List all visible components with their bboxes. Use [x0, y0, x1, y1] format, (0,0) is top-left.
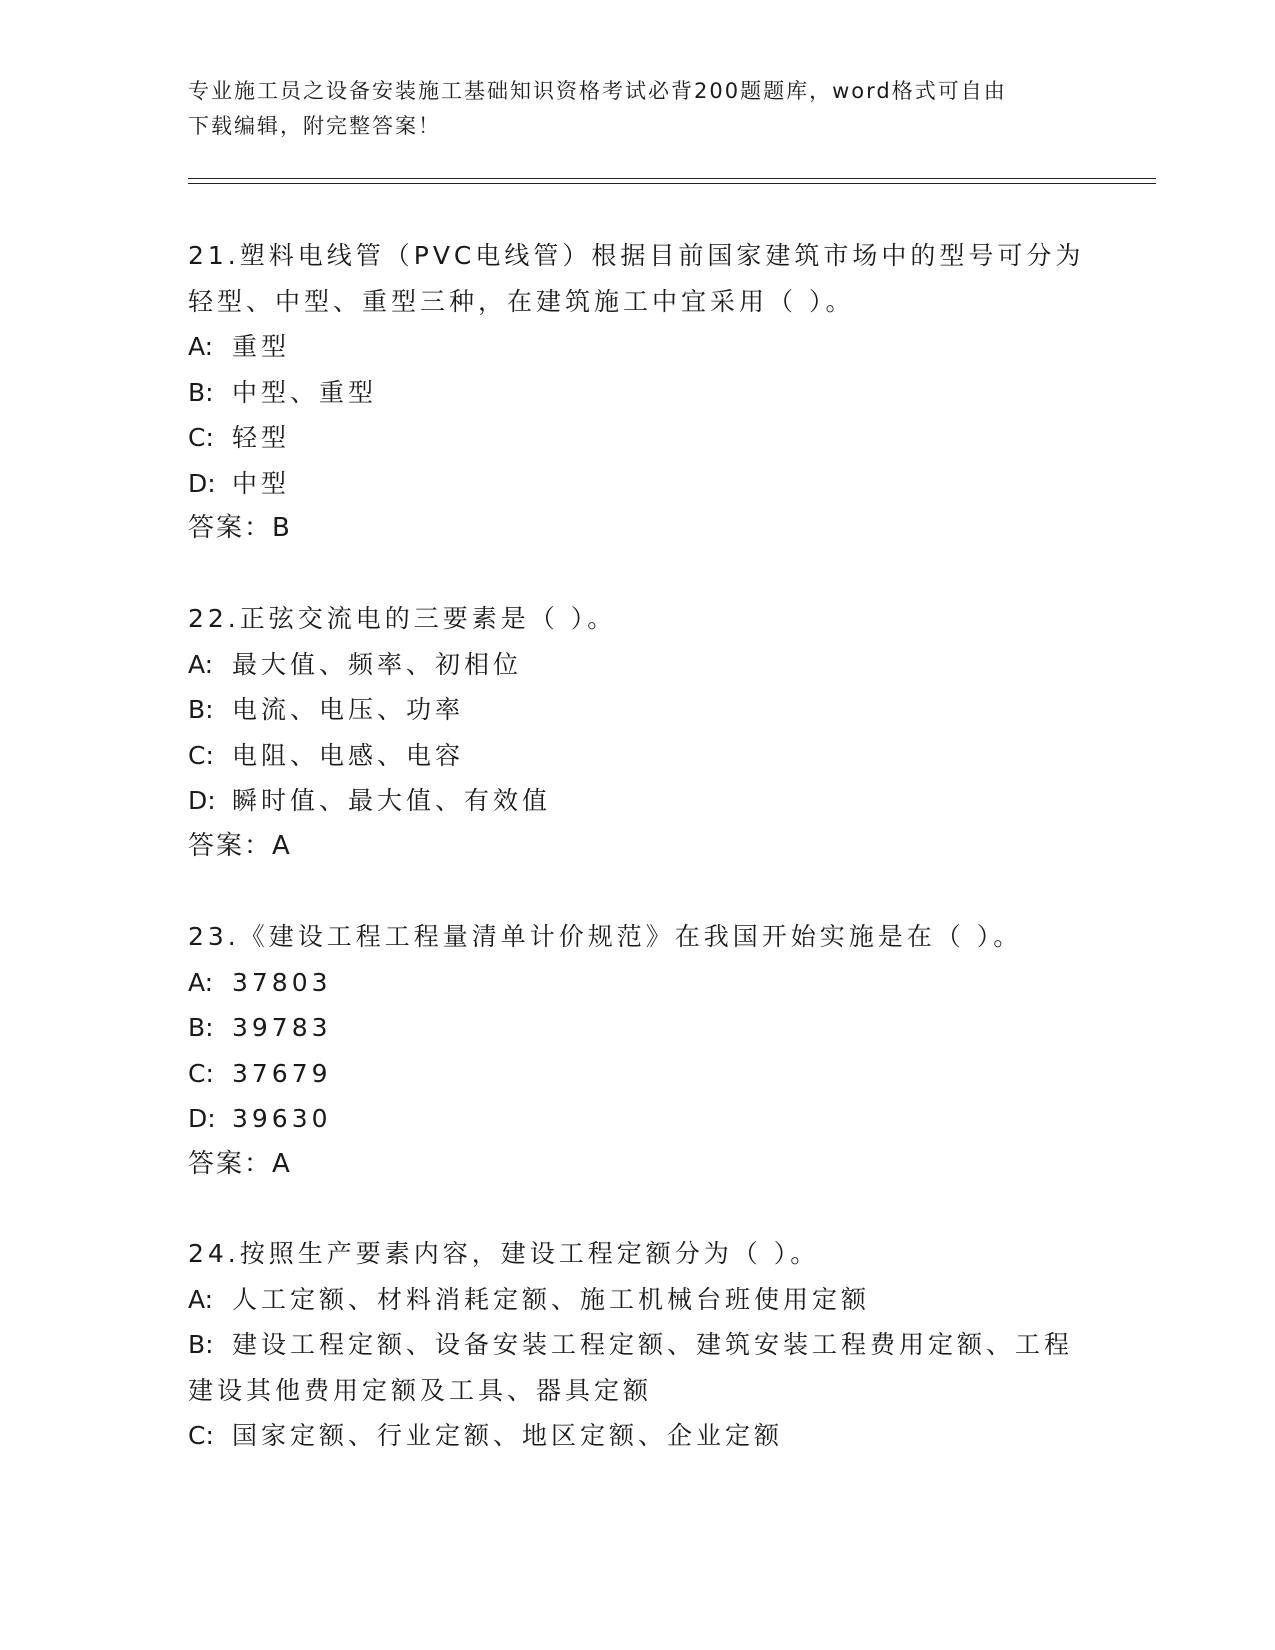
option-text: 最大值、频率、初相位 — [232, 649, 523, 679]
option-d — [188, 778, 1068, 824]
option-c — [188, 733, 1068, 779]
option-a — [188, 642, 1068, 688]
option-text: 中型 — [232, 468, 291, 498]
question-23 — [188, 914, 1068, 1187]
header-divider-top — [188, 178, 1156, 179]
option-a — [188, 960, 1068, 1006]
option-letter: D: — [188, 468, 216, 498]
option-letter: D: — [188, 786, 216, 815]
option-letter: A: — [188, 1284, 214, 1314]
answer-line: 答案：A — [188, 1148, 292, 1179]
option-text: 建设其他费用定额及工具、器具定额 — [188, 1375, 653, 1405]
option-text: 建设工程定额、设备安装工程定额、建筑安装工程费用定额、工程 — [232, 1330, 1074, 1359]
option-a — [188, 324, 1068, 370]
option-letter: B: — [188, 377, 214, 407]
option-text: 39630 — [232, 1104, 332, 1133]
option-text: 国家定额、行业定额、地区定额、企业定额 — [232, 1421, 784, 1450]
answer-line: 答案：B — [188, 513, 292, 543]
question-stem: 23.《建设工程工程量清单计价规范》在我国开始实施是在（ ）。 — [188, 922, 1023, 951]
option-c — [188, 1413, 1068, 1459]
option-text: 瞬时值、最大值、有效值 — [232, 786, 552, 815]
option-letter: A: — [188, 649, 214, 679]
option-letter: C: — [188, 423, 214, 452]
header-divider-bottom — [188, 183, 1156, 184]
option-c — [188, 415, 1068, 461]
option-letter: B: — [188, 695, 214, 724]
question-24 — [188, 1231, 1074, 1459]
option-text: 37679 — [232, 1058, 332, 1088]
option-text: 人工定额、材料消耗定额、施工机械台班使用定额 — [232, 1284, 871, 1314]
option-b-continued — [188, 1368, 1068, 1414]
question-stem-continued: 轻型、中型、重型三种，在建筑施工中宜采用（ ）。 — [188, 286, 855, 316]
option-b — [188, 1322, 1074, 1368]
option-c — [188, 1051, 1068, 1097]
option-text: 中型、重型 — [232, 377, 378, 407]
option-text: 轻型 — [232, 423, 291, 452]
option-text: 电阻、电感、电容 — [232, 740, 465, 770]
option-d — [188, 461, 1068, 507]
option-text: 电流、电压、功率 — [232, 695, 465, 724]
option-letter: C: — [188, 740, 214, 770]
option-a — [188, 1277, 1068, 1323]
option-d — [188, 1096, 1068, 1142]
question-stem: 24.按照生产要素内容，建设工程定额分为（ ）。 — [188, 1239, 820, 1268]
question-21 — [188, 233, 1085, 552]
option-letter: B: — [188, 1013, 214, 1042]
document-header — [188, 74, 1088, 144]
answer-line: 答案：A — [188, 830, 292, 861]
option-letter: C: — [188, 1421, 214, 1450]
option-letter: A: — [188, 332, 214, 361]
question-stem: 21.塑料电线管（PVC电线管）根据目前国家建筑市场中的型号可分为 — [188, 241, 1085, 270]
option-text: 37803 — [232, 967, 332, 997]
option-b — [188, 687, 1068, 733]
question-stem: 22.正弦交流电的三要素是（ ）。 — [188, 604, 617, 633]
option-letter: C: — [188, 1058, 214, 1088]
option-text: 39783 — [232, 1013, 332, 1042]
option-b — [188, 370, 1068, 416]
header-title-line-2: 下载编辑，附完整答案！ — [188, 114, 441, 138]
option-letter: A: — [188, 967, 214, 997]
option-text: 重型 — [232, 332, 291, 361]
question-22 — [188, 596, 1068, 869]
option-letter: D: — [188, 1104, 216, 1133]
header-title-line-1: 专业施工员之设备安装施工基础知识资格考试必背200题题库，word格式可自由 — [188, 79, 1007, 103]
option-b — [188, 1005, 1068, 1051]
option-letter: B: — [188, 1330, 214, 1359]
